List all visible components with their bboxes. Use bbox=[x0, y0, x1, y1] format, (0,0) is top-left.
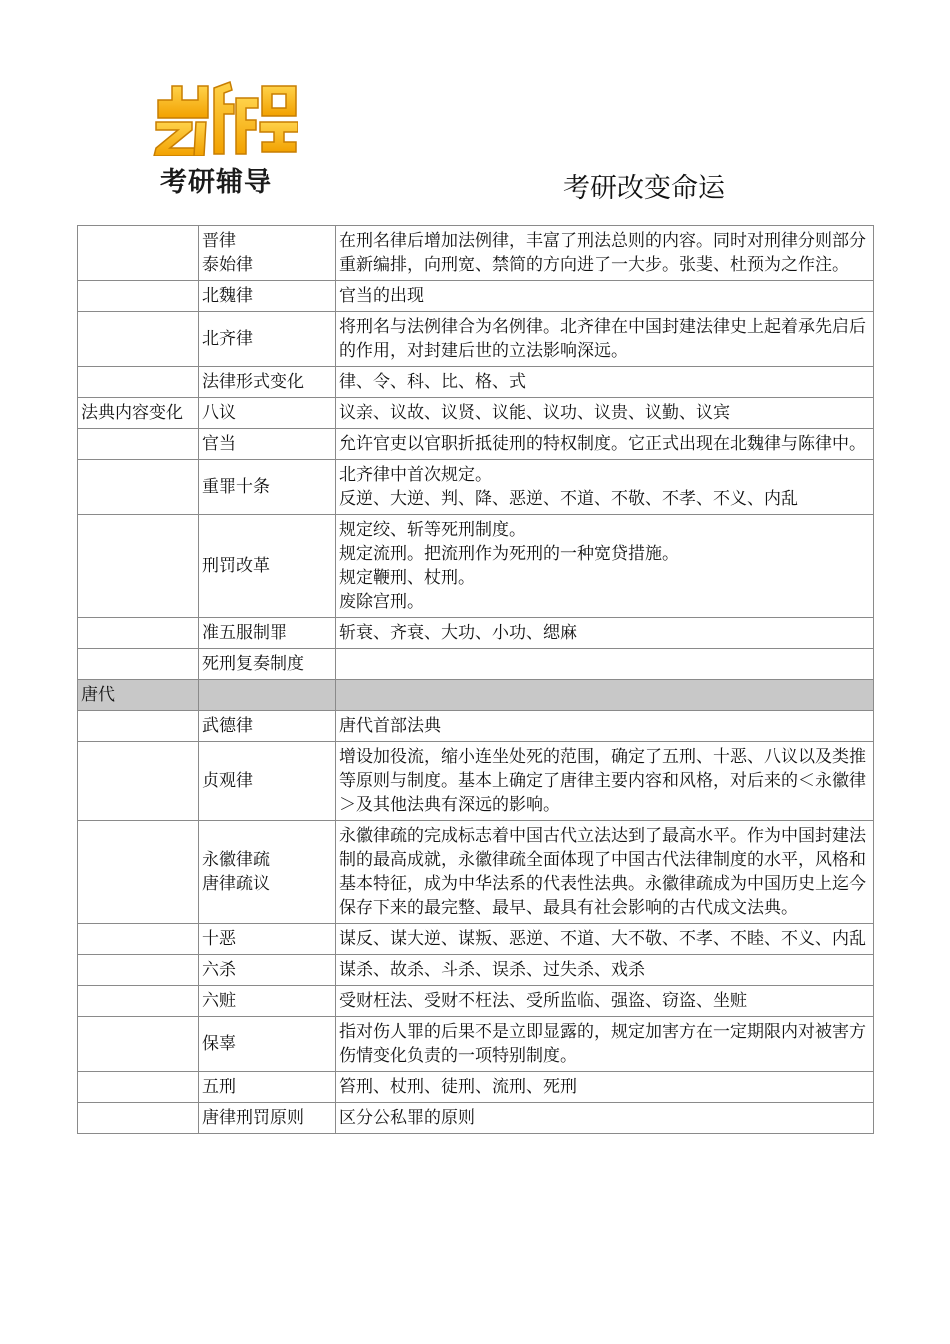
description-line: 增设加役流，缩小连坐处死的范围，确定了五刑、十恶、八议以及类推等原则与制度。基本上确定了唐律主要内容和风格，对后来的＜永徽律＞及其他法典有深远的影响。 bbox=[339, 747, 866, 815]
table-row bbox=[78, 986, 874, 1017]
item-cell bbox=[199, 515, 336, 618]
item-cell bbox=[199, 821, 336, 924]
description-line: 指对伤人罪的后果不是立即显露的，规定加害方在一定期限内对被害方伤情变化负责的一项特别制度。 bbox=[339, 1022, 866, 1066]
item-name: 法律形式变化 bbox=[202, 372, 304, 392]
category-cell bbox=[78, 618, 199, 649]
category-cell bbox=[78, 955, 199, 986]
description-line: 议亲、议故、议贤、议能、议功、议贵、议勤、议宾 bbox=[339, 403, 730, 423]
description-line: 受财枉法、受财不枉法、受所监临、强盗、窃盗、坐赃 bbox=[339, 991, 747, 1011]
description-line: 规定流刑。把流刑作为死刑的一种宽贷措施。 bbox=[339, 544, 679, 564]
item-name: 晋律 bbox=[202, 231, 236, 251]
table-row bbox=[78, 1017, 874, 1072]
item-name: 北齐律 bbox=[202, 329, 253, 349]
category-cell bbox=[78, 226, 199, 281]
description-cell bbox=[336, 226, 874, 281]
description-cell bbox=[336, 1017, 874, 1072]
item-name: 五刑 bbox=[202, 1077, 236, 1097]
category-cell bbox=[78, 429, 199, 460]
description-cell bbox=[336, 312, 874, 367]
description-line: 在刑名律后增加法例律，丰富了刑法总则的内容。同时对刑律分则部分重新编排，向刑宽、禁简的方向进了一大步。张斐、杜预为之作注。 bbox=[339, 231, 866, 275]
item-name: 永徽律疏 bbox=[202, 850, 270, 870]
description-line: 永徽律疏的完成标志着中国古代立法达到了最高水平。作为中国封建法制的最高成就，永徽律疏全面体现了中国古代法律制度的水平，风格和基本特征，成为中华法系的代表性法典。永徽律疏成为中国历史上迄今保存下来的最完整、最早、最具有社会影响的古代成文法典。 bbox=[339, 826, 866, 918]
description-cell bbox=[336, 1072, 874, 1103]
table-row bbox=[78, 955, 874, 986]
description-line bbox=[339, 683, 870, 707]
category-cell bbox=[78, 515, 199, 618]
item-name: 武德律 bbox=[202, 716, 253, 736]
table-row bbox=[78, 281, 874, 312]
item-cell bbox=[199, 986, 336, 1017]
item-cell bbox=[199, 680, 336, 711]
category-cell bbox=[78, 1017, 199, 1072]
table-row bbox=[78, 924, 874, 955]
description-cell bbox=[336, 680, 874, 711]
logo-text: 考研辅导 bbox=[160, 167, 272, 198]
item-name: 唐律刑罚原则 bbox=[202, 1108, 304, 1128]
item-name: 十恶 bbox=[202, 929, 236, 949]
item-cell bbox=[199, 742, 336, 821]
description-cell bbox=[336, 986, 874, 1017]
item-cell bbox=[199, 281, 336, 312]
table-row bbox=[78, 821, 874, 924]
description-line: 反逆、大逆、判、降、恶逆、不道、不敬、不孝、不义、内乱 bbox=[339, 489, 798, 509]
table-row bbox=[78, 312, 874, 367]
item-cell bbox=[199, 1017, 336, 1072]
description-line: 北齐律中首次规定。 bbox=[339, 465, 492, 485]
item-cell bbox=[199, 460, 336, 515]
category-cell bbox=[78, 281, 199, 312]
category-cell bbox=[78, 460, 199, 515]
description-cell bbox=[336, 398, 874, 429]
category-cell bbox=[78, 821, 199, 924]
category-cell: 法典内容变化 bbox=[78, 398, 199, 429]
category-cell: 唐代 bbox=[78, 680, 199, 711]
item-cell bbox=[199, 649, 336, 680]
item-name: 贞观律 bbox=[202, 771, 253, 791]
description-cell bbox=[336, 649, 874, 680]
description-cell bbox=[336, 281, 874, 312]
description-cell bbox=[336, 367, 874, 398]
category-cell bbox=[78, 986, 199, 1017]
item-cell bbox=[199, 924, 336, 955]
item-cell bbox=[199, 618, 336, 649]
category-cell bbox=[78, 924, 199, 955]
description-line: 笞刑、杖刑、徒刑、流刑、死刑 bbox=[339, 1077, 577, 1097]
item-name: 准五服制罪 bbox=[202, 623, 287, 643]
slogan: 考研改变命运 bbox=[563, 173, 725, 204]
item-cell bbox=[199, 711, 336, 742]
description-line: 谋反、谋大逆、谋叛、恶逆、不道、大不敬、不孝、不睦、不义、内乱 bbox=[339, 929, 866, 949]
description-cell bbox=[336, 711, 874, 742]
item-cell bbox=[199, 1072, 336, 1103]
description-line: 谋杀、故杀、斗杀、误杀、过失杀、戏杀 bbox=[339, 960, 645, 980]
description-line: 允许官吏以官职折抵徒刑的特权制度。它正式出现在北魏律与陈律中。 bbox=[339, 434, 866, 454]
item-cell bbox=[199, 312, 336, 367]
table-row bbox=[78, 367, 874, 398]
table-body bbox=[78, 226, 874, 1134]
table-row bbox=[78, 742, 874, 821]
item-name bbox=[202, 683, 332, 707]
category-cell bbox=[78, 742, 199, 821]
category-cell bbox=[78, 1103, 199, 1134]
section-row bbox=[78, 680, 874, 711]
item-cell bbox=[199, 398, 336, 429]
description-cell bbox=[336, 618, 874, 649]
item-cell bbox=[199, 367, 336, 398]
description-line bbox=[339, 652, 870, 676]
table-row bbox=[78, 460, 874, 515]
category-cell bbox=[78, 1072, 199, 1103]
table-row bbox=[78, 711, 874, 742]
category-cell bbox=[78, 367, 199, 398]
table-row bbox=[78, 1103, 874, 1134]
item-name: 泰始律 bbox=[202, 255, 253, 275]
table-row bbox=[78, 649, 874, 680]
description-cell bbox=[336, 742, 874, 821]
table-row bbox=[78, 618, 874, 649]
law-history-table bbox=[77, 225, 874, 1134]
item-name: 保辜 bbox=[202, 1034, 236, 1054]
table-row bbox=[78, 398, 874, 429]
brand-logo bbox=[152, 78, 302, 198]
description-line: 规定鞭刑、杖刑。 bbox=[339, 568, 475, 588]
description-cell bbox=[336, 955, 874, 986]
table-row bbox=[78, 226, 874, 281]
description-line: 规定绞、斩等死刑制度。 bbox=[339, 520, 526, 540]
brand-logo-icon bbox=[152, 78, 298, 156]
item-cell bbox=[199, 429, 336, 460]
item-name: 六赃 bbox=[202, 991, 236, 1011]
item-name: 刑罚改革 bbox=[202, 556, 270, 576]
category-cell bbox=[78, 711, 199, 742]
table-row bbox=[78, 515, 874, 618]
item-name: 北魏律 bbox=[202, 286, 253, 306]
item-cell bbox=[199, 955, 336, 986]
item-name: 重罪十条 bbox=[202, 477, 270, 497]
description-line: 斩衰、齐衰、大功、小功、缌麻 bbox=[339, 623, 577, 643]
item-cell bbox=[199, 226, 336, 281]
description-cell bbox=[336, 924, 874, 955]
description-cell bbox=[336, 460, 874, 515]
category-cell bbox=[78, 649, 199, 680]
item-name: 官当 bbox=[202, 434, 236, 454]
table-row bbox=[78, 429, 874, 460]
category-cell bbox=[78, 312, 199, 367]
description-line: 废除宫刑。 bbox=[339, 592, 424, 612]
description-line: 将刑名与法例律合为名例律。北齐律在中国封建法律史上起着承先启后的作用，对封建后世的立法影响深远。 bbox=[339, 317, 866, 361]
description-cell bbox=[336, 515, 874, 618]
description-line: 唐代首部法典 bbox=[339, 716, 441, 736]
description-line: 律、令、科、比、格、式 bbox=[339, 372, 526, 392]
item-name: 唐律疏议 bbox=[202, 874, 270, 894]
description-line: 区分公私罪的原则 bbox=[339, 1108, 475, 1128]
item-name: 死刑复奏制度 bbox=[202, 654, 304, 674]
description-cell bbox=[336, 821, 874, 924]
table-row bbox=[78, 1072, 874, 1103]
item-name: 六杀 bbox=[202, 960, 236, 980]
description-line: 官当的出现 bbox=[339, 286, 424, 306]
item-name: 八议 bbox=[202, 403, 236, 423]
description-cell bbox=[336, 1103, 874, 1134]
description-cell bbox=[336, 429, 874, 460]
item-cell bbox=[199, 1103, 336, 1134]
